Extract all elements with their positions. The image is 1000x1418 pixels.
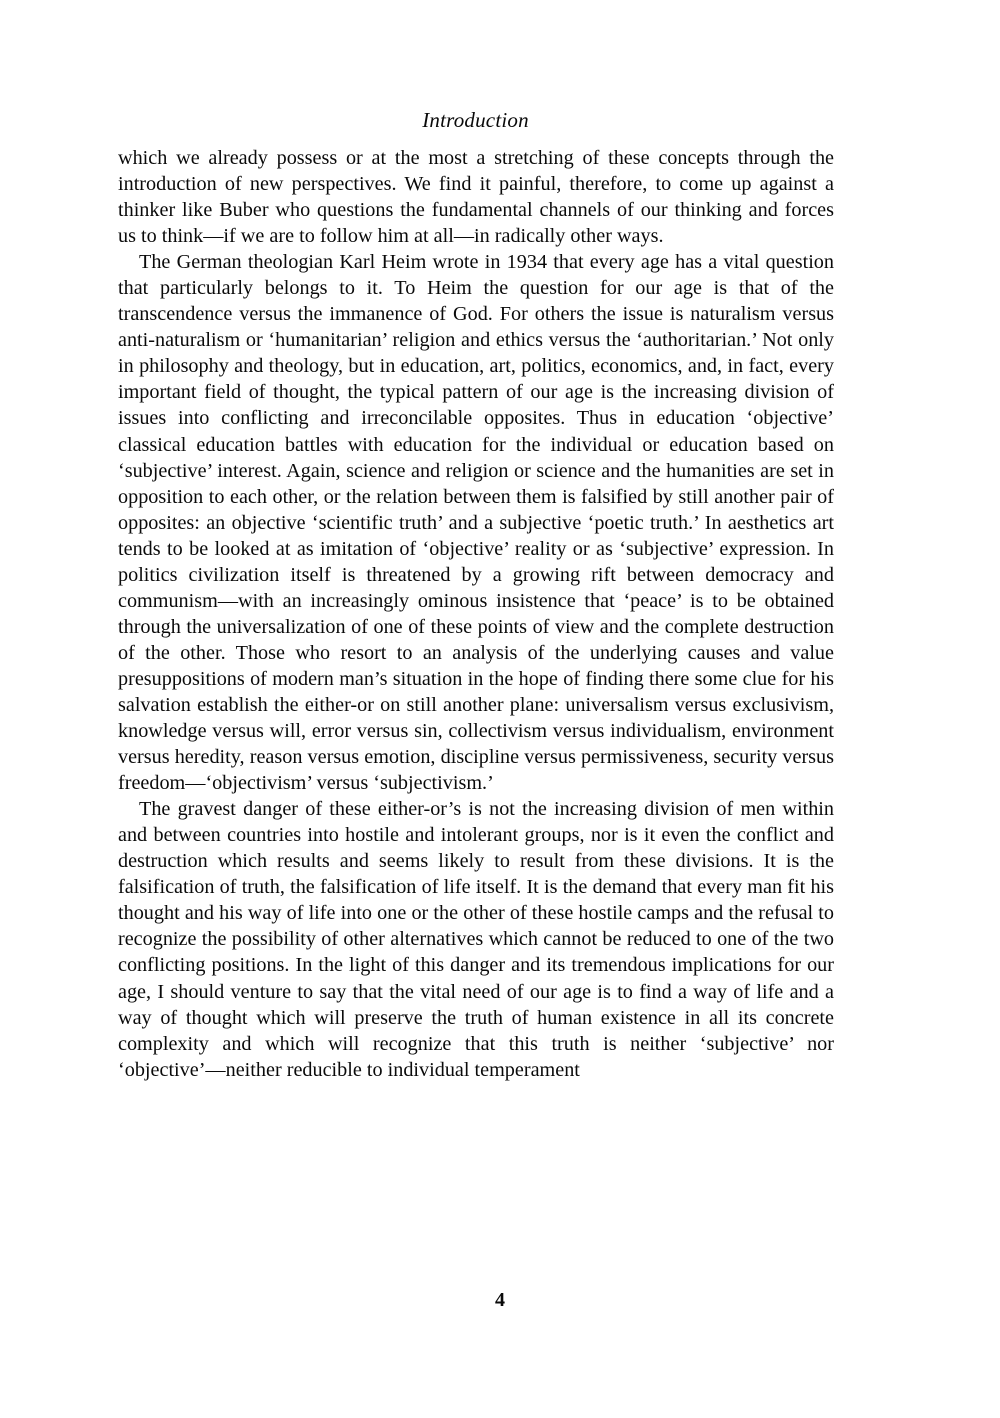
- running-head: Introduction: [422, 108, 529, 132]
- paragraph-continued: which we already possess or at the most a stretching of these concepts through the introduction of new perspectives. We find it painful, therefore, to come up against a thinker like Buber who questions the fundamental channels of our thinking and forces us to think—if we are to follow him at all—in radically other ways.: [118, 147, 834, 248]
- paragraph-karl-heim: The German theologian Karl Heim wrote in 1934 that every age has a vital question that particularly belongs to it. To Heim the question for our age is that of the transcendence versus the immanence of God. For others the issue is naturalism versus anti-naturalism or ‘humanitarian’ religion and ethics versus the ‘authoritarian.’ Not only in philosophy and theology, but in education, art, politics, economics, and, in fact, every important field of thought, the typical pattern of our age is the increasing division of issues into conflicting and irreconcilable opposites. Thus in education ‘objective’ classical education battles with education for the individual or education based on ‘subjective’ interest. Again, science and religion or science and the humanities are set in opposition to each other, or the relation between them is falsified by still another pair of opposites: an objective ‘scientific truth’ and a subjective ‘poetic truth.’ In aesthetics art tends to be looked at as imitation of ‘objective’ reality or as ‘subjective’ expression. In politics civilization itself is threatened by a growing rift between democracy and communism—with an increasingly ominous insistence that ‘peace’ is to be obtained through the universalization of one of these points of view and the complete destruction of the other. Those who resort to an analysis of the underlying causes and value presuppositions of modern man’s situation in the hope of finding there some clue for his salvation establish the either-or on still another plane: universalism versus exclusivism, knowledge versus will, error versus sin, collectivism versus individualism, environment versus heredity, reason versus emotion, discipline versus permissiveness, security versus freedom—‘objectivism’ versus ‘subjectivism.’: [118, 251, 834, 795]
- body-text-column: [118, 145, 834, 1083]
- page-number: 4: [495, 1289, 505, 1311]
- paragraph-gravest-danger: The gravest danger of these either-or’s is not the increasing division of men within and between countries into hostile and intolerant groups, nor is it even the conflict and destruction which results and seems likely to result from these divisions. It is the falsification of truth, the falsification of life itself. It is the demand that every man fit his thought and his way of life into one or the other of these hostile camps and the refusal to recognize the possibility of other alternatives which cannot be reduced to one of the two conflicting positions. In the light of this danger and its tremendous implications for our age, I should venture to say that the vital need of our age is to find a way of life and a way of thought which will preserve the truth of human existence in all its concrete complexity and which will recognize that this truth is neither ‘subjective’ nor ‘objective’—neither reducible to individual temperament: [118, 798, 834, 1081]
